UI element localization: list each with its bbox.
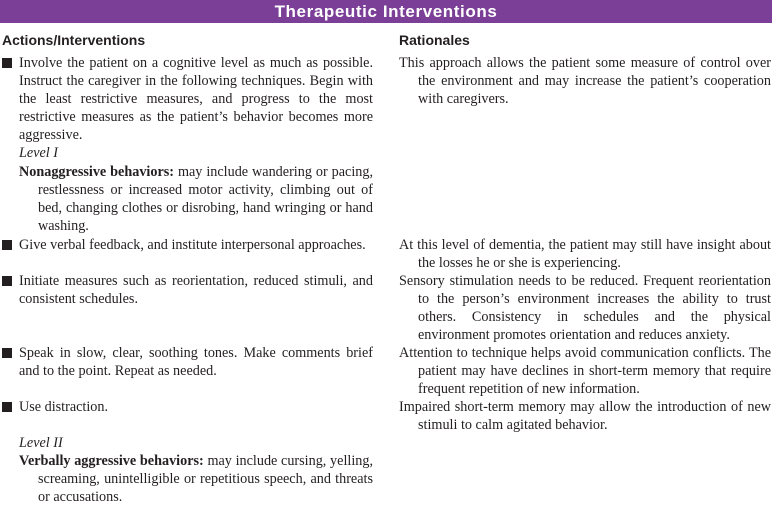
square-bullet-icon (2, 240, 12, 250)
rationale-4 (399, 344, 771, 398)
rationale-text: Sensory stimulation needs to be reduced. Frequent reorientation to the person’s environment increases the ability to trust others. Consistency in schedules and the physical environment promotes orientation and reduces anxiety. (399, 273, 771, 344)
level-label: Level I (19, 145, 58, 162)
square-bullet-icon (2, 58, 12, 68)
action-item-5 (0, 398, 373, 506)
action-text: Involve the patient on a cognitive level as much as possible. Instruct the caregiver in the following techniques. Begin with the least restrictive measures, and progress to the most restrictive measures as the patient’s behavior becomes more aggressive. (19, 55, 373, 144)
action-item-3 (0, 272, 373, 308)
behavior-description: may include cursing, yelling, screaming, unintelligible or repetitious speech, and threats or accusations. (38, 453, 374, 506)
behavior-description: may include wandering or pacing, restlessness or increased motor activity, climbing out of bed, changing clothes or disrobing, hand wringing or hand washing. (38, 163, 373, 234)
level-label: Level II (19, 435, 63, 452)
action-text: Speak in slow, clear, soothing tones. Make comments brief and to the point. Repeat as needed. (19, 345, 373, 380)
rationale-text: At this level of dementia, the patient may still have insight about the losses he or she is experiencing. (399, 237, 771, 272)
rationales-column-header: Rationales (399, 32, 470, 48)
action-text: Use distraction. (19, 399, 109, 415)
action-item-4 (0, 344, 373, 380)
rationale-5 (399, 398, 771, 434)
rationale-text: This approach allows the patient some measure of control over the environment and may increase the patient’s cooperation with caregivers. (399, 55, 771, 108)
behavior-definition (19, 452, 373, 506)
action-text: Initiate measures such as reorientation, reduced stimuli, and consistent schedules. (19, 273, 373, 308)
square-bullet-icon (2, 402, 12, 412)
behavior-definition (19, 163, 373, 235)
square-bullet-icon (2, 276, 12, 286)
behavior-term: Nonaggressive behaviors: (19, 163, 175, 180)
actions-column-header: Actions/Interventions (2, 32, 146, 48)
behavior-term: Verbally aggressive behaviors: (19, 453, 204, 470)
action-text: Give verbal feedback, and institute interpersonal approaches. (19, 237, 366, 253)
rationale-text: Attention to technique helps avoid communication conflicts. The patient may have declines in short-term memory that require frequent repetition of new information. (399, 345, 771, 398)
action-item-1 (0, 54, 373, 235)
rationale-3 (399, 272, 771, 344)
rationale-text: Impaired short-term memory may allow the introduction of new stimuli to calm agitated behavior. (399, 399, 771, 434)
rationale-2 (399, 236, 771, 272)
section-banner: Therapeutic Interventions (0, 0, 772, 23)
rationale-1 (399, 54, 771, 108)
square-bullet-icon (2, 348, 12, 358)
action-item-2 (0, 236, 373, 254)
